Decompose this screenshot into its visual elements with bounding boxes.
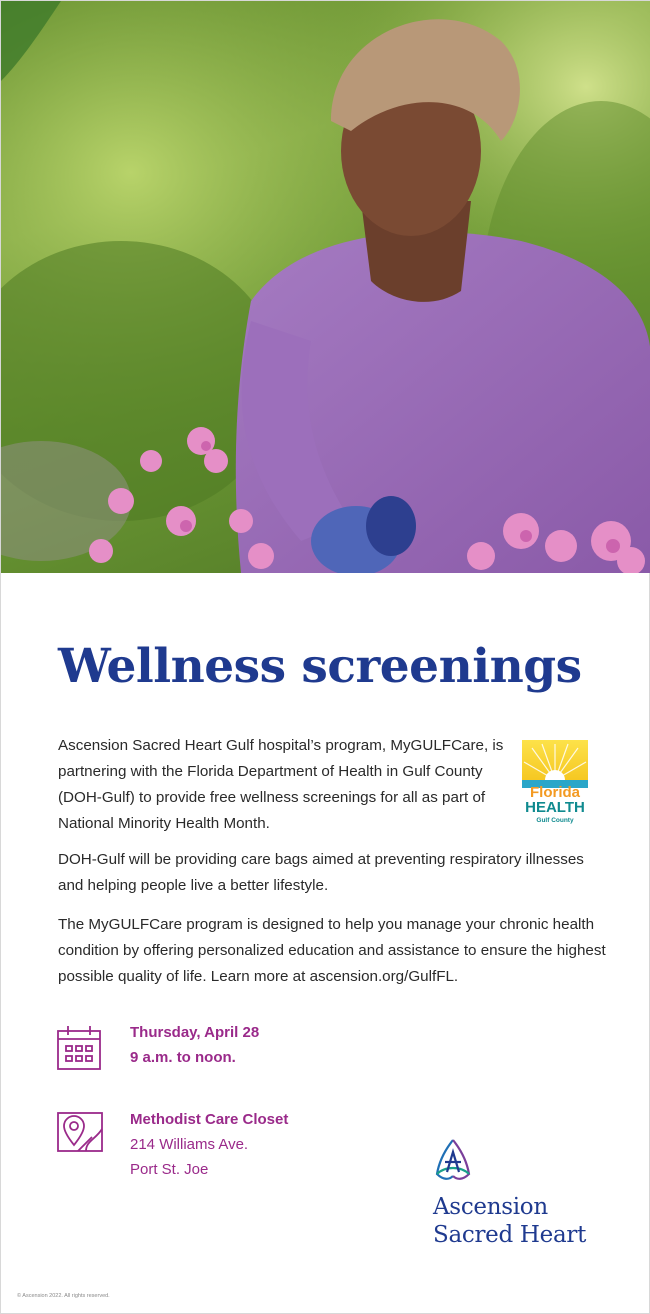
location-details: [130, 1107, 288, 1182]
event-details: [130, 1020, 259, 1070]
hero-photo: [1, 1, 650, 573]
map-pin-icon: [56, 1111, 104, 1153]
brand-line-1: Ascension: [433, 1194, 548, 1220]
copyright: © Ascension 2022. All rights reserved.: [17, 1293, 110, 1299]
brand-line-2: Sacred Heart: [433, 1222, 587, 1248]
page-title: Wellness screenings: [58, 639, 582, 694]
florida-health-logo-icon: [522, 740, 588, 828]
brand-name: [433, 1193, 586, 1249]
event-time: 9 a.m. to noon.: [130, 1049, 236, 1066]
location-city: Port St. Joe: [130, 1161, 209, 1178]
calendar-icon: [56, 1025, 102, 1071]
ascension-logo-icon: [433, 1138, 473, 1183]
location-name: Methodist Care Closet: [130, 1111, 289, 1128]
intro-paragraph: Ascension Sacred Heart Gulf hospital’s program, MyGULFCare, is partnering with the Florida Department of Health in Gulf County (DOH-Gulf) to provide free wellness screenings for all as part of National Minority Health Month.: [58, 737, 504, 832]
location-street: 214 Williams Ave.: [130, 1136, 249, 1153]
svg-text:Florida: Florida: [529, 784, 581, 801]
svg-text:Gulf County: Gulf County: [536, 817, 574, 824]
program-paragraph: The MyGULFCare program is designed to help you manage your chronic health condition by offering personalized education and assistance to ensure the highest possible quality of life. Learn more at ascension.org/GulfFL.: [58, 916, 606, 985]
care-bags-paragraph: DOH-Gulf will be providing care bags aimed at preventing respiratory illnesses and helping people live a better lifestyle.: [58, 851, 584, 894]
woman-gardening-photo-icon: [1, 1, 650, 573]
svg-text:HEALTH: HEALTH: [525, 799, 585, 816]
event-date: Thursday, April 28: [130, 1024, 260, 1041]
